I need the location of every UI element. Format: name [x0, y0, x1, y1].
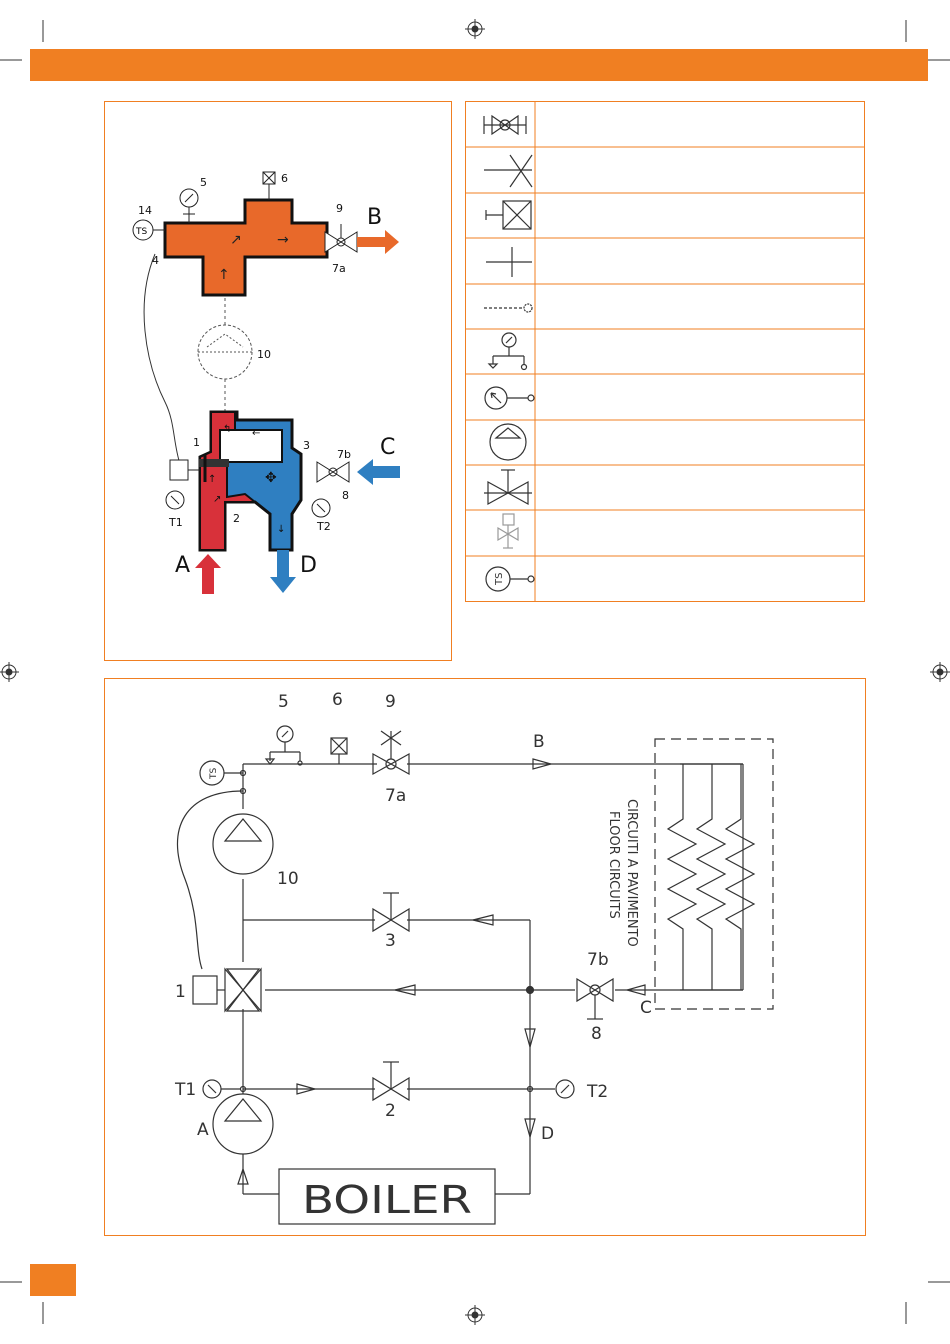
- label-ts: TS: [136, 227, 148, 237]
- mixing-unit-figure: [105, 102, 450, 659]
- floor-circuits-label-en: FLOOR CIRCUITS: [606, 811, 621, 919]
- floor-circuits-box: [655, 739, 773, 1009]
- svg-text:↓: ↓: [277, 524, 286, 535]
- mixing-unit-figure-panel: [104, 101, 452, 661]
- label-b: B: [533, 732, 545, 752]
- label-n6: 6: [332, 690, 343, 710]
- gate-valve-icon: [484, 470, 532, 504]
- label-n8: 8: [591, 1024, 602, 1044]
- floor-circuits-label-it: CIRCUITI A PAVIMENTO: [624, 799, 639, 947]
- symbol-legend: [465, 101, 865, 602]
- pressure-gauge-icon: [489, 333, 527, 370]
- svg-text:↑: ↑: [208, 474, 217, 485]
- svg-text:↗: ↗: [213, 494, 222, 505]
- label-n5: 5: [200, 176, 207, 189]
- label-n10: 10: [277, 869, 299, 889]
- tee-junction-icon: [486, 247, 532, 277]
- svg-text:→: →: [277, 232, 289, 248]
- label-c: C: [640, 998, 652, 1018]
- hydraulic-schematic: [105, 679, 864, 1234]
- label-n7a: 7a: [332, 262, 346, 275]
- label-n1: 1: [175, 982, 186, 1002]
- cross-connection-icon: [484, 155, 532, 187]
- label-n9: 9: [385, 692, 396, 712]
- ball-valve-7b: [577, 979, 613, 1019]
- label-n7b: 7b: [337, 448, 351, 461]
- ball-valve-icon: [484, 116, 526, 134]
- legend-grid: [466, 102, 864, 601]
- label-n14: 14: [138, 204, 152, 217]
- registration-mark-bottom: [465, 1305, 485, 1325]
- label-n7b: 7b: [587, 950, 609, 970]
- three-way-mixing-valve: [217, 969, 261, 1011]
- svg-text:↰: ↰: [223, 424, 232, 435]
- registration-mark-left: [0, 662, 19, 682]
- registration-mark-top: [465, 19, 485, 39]
- registration-mark-right: [930, 662, 950, 682]
- hydraulic-schematic-panel: [104, 678, 866, 1236]
- pump-10: [213, 814, 273, 874]
- air-vent-valve-icon: [498, 514, 518, 548]
- label-a: A: [197, 1120, 209, 1140]
- label-t2: T2: [587, 1082, 609, 1102]
- capillary-sensor-icon: [484, 304, 532, 312]
- flow-arrow-c: [357, 459, 400, 485]
- gate-valve-2: [373, 1062, 409, 1100]
- flow-arrow-b: [357, 230, 399, 254]
- label-n7a: 7a: [385, 786, 407, 806]
- pump-icon: [490, 424, 526, 460]
- label-b: B: [367, 205, 383, 230]
- control-head-1: [193, 976, 217, 1004]
- svg-text:↑: ↑: [218, 267, 230, 283]
- label-t1: T1: [169, 516, 183, 529]
- label-ts: TS: [209, 767, 219, 779]
- svg-text:✥: ✥: [265, 470, 277, 486]
- label-d: D: [300, 553, 317, 578]
- boiler-label: BOILER: [302, 1178, 472, 1222]
- label-a: A: [175, 553, 191, 578]
- label-n9: 9: [336, 202, 343, 215]
- label-n5: 5: [278, 692, 289, 712]
- label-n3: 3: [385, 931, 396, 951]
- flow-arrow-a: [195, 554, 221, 594]
- floor-coils: [668, 764, 754, 990]
- svg-text:←: ←: [252, 428, 261, 439]
- ball-valve-7a: [373, 731, 409, 774]
- svg-text:↗: ↗: [230, 232, 242, 248]
- label-c: C: [380, 435, 396, 460]
- label-n2: 2: [233, 512, 240, 525]
- label-t2: T2: [317, 520, 331, 533]
- label-t1: T1: [175, 1080, 197, 1100]
- pump-a: [213, 1094, 273, 1154]
- thermometer-icon: [485, 387, 534, 409]
- label-n8: 8: [342, 489, 349, 502]
- label-n3: 3: [303, 439, 310, 452]
- box-valve-icon: [486, 201, 531, 229]
- flow-arrow-d: [270, 550, 296, 593]
- label-n4: 4: [152, 254, 159, 267]
- label-n2: 2: [385, 1101, 396, 1121]
- svg-text:TS: TS: [494, 572, 505, 585]
- label-d: D: [541, 1124, 555, 1144]
- label-n1: 1: [193, 436, 200, 449]
- label-n6: 6: [281, 172, 288, 185]
- gate-valve-3: [373, 893, 409, 931]
- label-n10: 10: [257, 348, 271, 361]
